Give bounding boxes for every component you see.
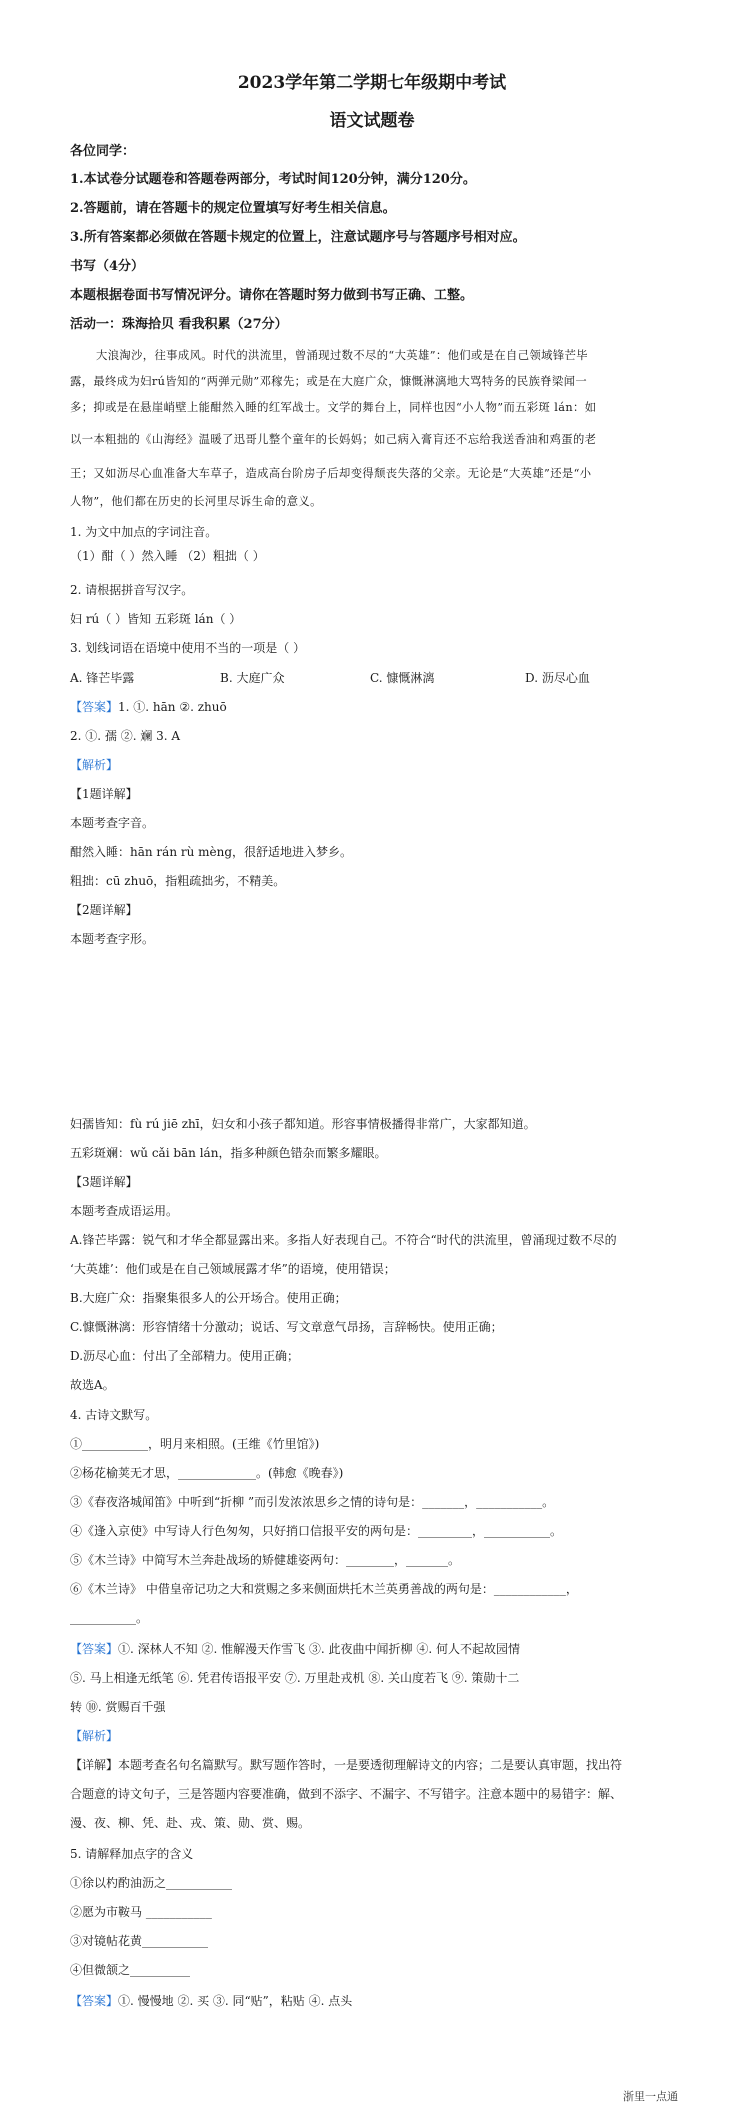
detail-line: 妇孺皆知：fù rú jiē zhī，妇女和小孩子都知道。形容事情极播得非常广，大家都知道。 <box>70 1117 536 1131</box>
detail-line: A.锋芒毕露：锐气和才华全都显露出来。多指人好表现自己。不符合“时代的洪流里，曾涌现过数不尽的 <box>70 1233 617 1247</box>
notice-item: 3.所有答案都必须做在答题卡规定的位置上，注意试题序号与答题序号相对应。 <box>70 230 526 245</box>
question-5-item: ③对镜帖花黄___________ <box>70 1934 209 1948</box>
question-5-item: ④但微颔之__________ <box>70 1963 191 1977</box>
question-5-item: ①徐以杓酌油沥之___________ <box>70 1876 233 1890</box>
activity1-heading: 活动一：珠海拾贝 看我积累（27分） <box>70 317 288 332</box>
option-b: B. 大庭广众 <box>220 671 285 685</box>
detail-heading: 【3题详解】 <box>70 1175 138 1189</box>
notice-item: 1.本试卷分试题卷和答题卷两部分，考试时间120分钟，满分120分。 <box>70 172 476 187</box>
option-a: A. 锋芒毕露 <box>70 671 135 685</box>
detail-line: 本题考查字音。 <box>70 816 155 830</box>
question-4-item: ③《春夜洛城闻笛》中听到“折柳 ”而引发浓浓思乡之情的诗句是：_______，___________。 <box>70 1495 555 1509</box>
writing-desc: 本题根据卷面书写情况评分。请你在答题时努力做到书写正确、工整。 <box>70 288 474 303</box>
option-d: D. 沥尽心血 <box>525 671 590 685</box>
answer-text: 1. ①. hān ②. zhuō <box>118 700 227 714</box>
question-4-item: ⑤《木兰诗》中简写木兰奔赴战场的矫健雄姿两句：________，_______。 <box>70 1553 461 1567</box>
detail-line: B.大庭广众：指聚集很多人的公开场合。使用正确； <box>70 1291 347 1305</box>
notice-greeting: 各位同学： <box>70 144 136 159</box>
question-1: 1. 为文中加点的字词注音。 <box>70 525 218 539</box>
passage-line: 多；抑或是在悬崖峭壁上能酣然入睡的红军战士。文学的舞台上，同样也因“小人物”而五彩斑 lán：如 <box>70 401 597 414</box>
question-5-item: ②愿为市鞍马 ___________ <box>70 1905 212 1919</box>
answer-tag: 【答案】 <box>70 700 119 714</box>
detail-line: C.慷慨淋漓：形容情绪十分激动；说话、写文章意气昂扬，言辞畅快。使用正确； <box>70 1320 503 1334</box>
detail-line: 五彩斑斓：wǔ cǎi bān lán，指多种颜色错杂而繁多耀眼。 <box>70 1146 387 1160</box>
answer-text: ①. 深林人不知 ②. 惟解漫天作雪飞 ③. 此夜曲中闻折柳 ④. 何人不起故园情 <box>118 1642 520 1656</box>
detail-line: 漫、夜、柳、凭、赴、戎、策、勋、赏、赐。 <box>70 1816 311 1830</box>
detail-line: 本题考查成语运用。 <box>70 1204 179 1218</box>
page-subtitle: 语文试题卷 <box>329 111 415 131</box>
analysis-tag: 【解析】 <box>70 1729 119 1743</box>
detail-line: D.沥尽心血：付出了全部精力。使用正确； <box>70 1349 300 1363</box>
answer-row-1 <box>70 699 690 715</box>
passage-line: 露，最终成为妇rú皆知的“两弹元勋”邓稼先；或是在大庭广众，慷慨淋漓地大骂特务的民族脊梁闻一 <box>70 375 588 388</box>
detail-line: 故选A。 <box>70 1378 115 1392</box>
question-4-item: ①___________，明月来相照。(王维《竹里馆》) <box>70 1437 320 1451</box>
detail-line: 本题考查字形。 <box>70 932 155 946</box>
question-3: 3. 划线词语在语境中使用不当的一项是（ ） <box>70 641 306 655</box>
question-5: 5. 请解释加点字的含义 <box>70 1847 194 1861</box>
question-4-item: ②杨花榆荚无才思，_____________。(韩愈《晚春》) <box>70 1466 344 1480</box>
page-title: 2023学年第二学期七年级期中考试 <box>237 73 507 93</box>
detail-line: ‘大英雄’：他们或是在自己领域展露才华”的语境，使用错误； <box>70 1262 396 1276</box>
question-4-item: ④《逢入京使》中写诗人行色匆匆，只好捎口信报平安的两句是：_________，___________。 <box>70 1524 563 1538</box>
passage-line: 王；又如沥尽心血准备大车草子，造成高台阶房子后却变得颓丧失落的父亲。无论是“大英雄”还是“小 <box>70 467 592 480</box>
answer-text: ①. 慢慢地 ②. 买 ③. 同“贴”，粘贴 ④. 点头 <box>118 1994 353 2008</box>
passage-line: 大浪淘沙，往事成风。时代的洪流里，曾涌现过数不尽的“大英雄”：他们或是在自己领域锋芒毕 <box>96 349 588 362</box>
answer-tag: 【答案】 <box>70 1994 119 2008</box>
answer-row <box>70 1641 690 1657</box>
notice-item: 2.答题前，请在答题卡的规定位置填写好考生相关信息。 <box>70 201 396 216</box>
question-4: 4. 古诗文默写。 <box>70 1408 158 1422</box>
question-2-options: 妇 rú（ ）皆知 五彩斑 lán（ ） <box>70 612 242 626</box>
analysis-tag: 【解析】 <box>70 758 119 772</box>
answer-row: ⑤. 马上相逢无纸笔 ⑥. 凭君传语报平安 ⑦. 万里赴戎机 ⑧. 关山度若飞 ⑨. 策勋十二 <box>70 1671 520 1685</box>
passage-line: 以一本粗拙的《山海经》温暖了迅哥儿整个童年的长妈妈；如己病入膏肓还不忘给我送香油和鸡蛋的老 <box>70 433 597 446</box>
question-4-item: ___________。 <box>70 1611 149 1625</box>
detail-heading: 【2题详解】 <box>70 903 138 917</box>
answer-row <box>70 1993 690 2009</box>
question-2: 2. 请根据拼音写汉字。 <box>70 583 194 597</box>
detail-heading: 【1题详解】 <box>70 787 138 801</box>
detail-line: 【详解】本题考查名句名篇默写。默写题作答时，一是要透彻理解诗文的内容；二是要认真审题，找出符 <box>70 1758 623 1772</box>
answer-row: 转 ⑩. 赏赐百千强 <box>70 1700 166 1714</box>
detail-line: 合题意的诗文句子，三是答题内容要准确，做到不添字、不漏字、不写错字。注意本题中的易错字：解、 <box>70 1787 623 1801</box>
question-1-options: （1）酣（ ）然入睡 （2）粗拙（ ） <box>70 549 265 563</box>
answer-tag: 【答案】 <box>70 1642 119 1656</box>
footer-watermark: 浙里一点通 <box>623 2090 678 2103</box>
detail-line: 酣然入睡：hān rán rù mèng，很舒适地进入梦乡。 <box>70 845 353 859</box>
writing-heading: 书写（4分） <box>70 259 145 274</box>
answer-row-2: 2. ①. 孺 ②. 斓 3. A <box>70 729 181 743</box>
detail-line: 粗拙：cū zhuō，指粗疏拙劣，不精美。 <box>70 874 286 888</box>
question-4-item: ⑥《木兰诗》 中借皇帝记功之大和赏赐之多来侧面烘托木兰英勇善战的两句是：____________， <box>70 1582 578 1596</box>
passage-line: 人物”，他们都在历史的长河里尽诉生命的意义。 <box>70 495 322 508</box>
option-c: C. 慷慨淋漓 <box>370 671 435 685</box>
